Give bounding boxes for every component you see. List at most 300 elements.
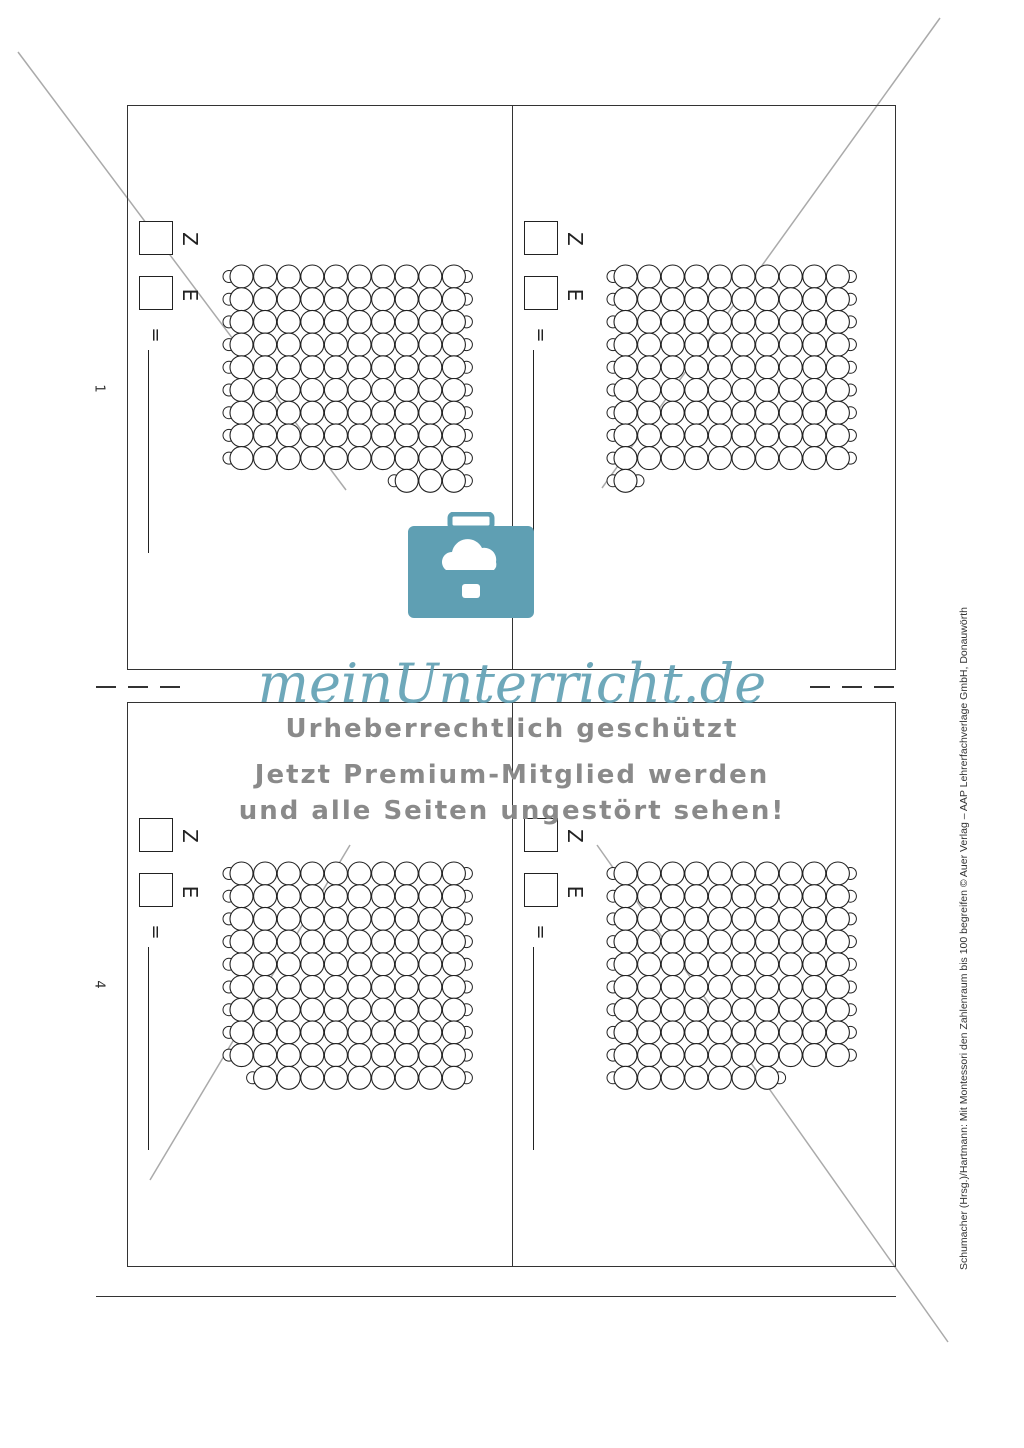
bead xyxy=(419,907,442,930)
bead-bar xyxy=(223,424,472,447)
ones-label: E xyxy=(563,885,587,899)
bead xyxy=(779,265,802,288)
bead xyxy=(661,401,684,424)
bead-bars xyxy=(606,261,896,521)
bead xyxy=(395,885,418,908)
bead xyxy=(614,862,637,885)
bead xyxy=(779,998,802,1021)
bead xyxy=(395,1044,418,1067)
bead xyxy=(419,862,442,885)
bead-bar xyxy=(223,447,472,470)
copyright-credit: Schumacher (Hrsg.)/Hartmann: Mit Montessori den Zahlenraum bis 100 begreifen © Auer Verlag – AAP Lehrerfachverlage GmbH, Donauwörth xyxy=(958,607,970,1270)
bead xyxy=(685,310,708,333)
bead xyxy=(756,1021,779,1044)
bead xyxy=(301,976,324,999)
bead xyxy=(756,310,779,333)
bead-bar xyxy=(247,1066,473,1089)
bead xyxy=(779,288,802,311)
bead-bar xyxy=(607,953,856,976)
bead xyxy=(348,265,371,288)
bead xyxy=(756,1044,779,1067)
bead xyxy=(826,288,849,311)
bead-bar xyxy=(607,976,856,999)
bead xyxy=(614,907,637,930)
bead xyxy=(614,1021,637,1044)
bead xyxy=(372,907,395,930)
bead-bar xyxy=(607,930,856,953)
bead xyxy=(301,862,324,885)
bead xyxy=(614,333,637,356)
bead xyxy=(348,333,371,356)
bead xyxy=(254,862,277,885)
bead xyxy=(372,1044,395,1067)
bead-bar xyxy=(607,998,856,1021)
bead-bar xyxy=(607,333,856,356)
bead xyxy=(638,862,661,885)
bead xyxy=(685,1021,708,1044)
equals-sign: = xyxy=(530,924,551,940)
bead xyxy=(803,862,826,885)
bead xyxy=(826,401,849,424)
answer-line[interactable] xyxy=(533,947,534,1150)
bead xyxy=(419,998,442,1021)
bead xyxy=(803,401,826,424)
bead xyxy=(277,862,300,885)
bead xyxy=(324,998,347,1021)
bead xyxy=(277,953,300,976)
bead xyxy=(685,265,708,288)
bead xyxy=(803,998,826,1021)
tens-label: Z xyxy=(178,232,202,246)
bead xyxy=(708,998,731,1021)
ones-label: E xyxy=(178,885,202,899)
bead xyxy=(254,265,277,288)
bead xyxy=(419,885,442,908)
bead xyxy=(442,885,465,908)
bead xyxy=(419,953,442,976)
bead xyxy=(779,310,802,333)
briefcase-cloud-icon xyxy=(406,512,536,620)
bead xyxy=(254,1066,277,1089)
bead xyxy=(756,1066,779,1089)
bead xyxy=(324,447,347,470)
tens-label: Z xyxy=(563,829,587,843)
bead xyxy=(277,424,300,447)
bead xyxy=(779,976,802,999)
bead xyxy=(348,885,371,908)
bead xyxy=(442,1066,465,1089)
bead xyxy=(348,998,371,1021)
bead xyxy=(661,1066,684,1089)
bead xyxy=(638,333,661,356)
bead xyxy=(638,1066,661,1089)
bead xyxy=(638,265,661,288)
bead xyxy=(708,424,731,447)
bead xyxy=(301,333,324,356)
bead xyxy=(732,447,755,470)
bead xyxy=(803,356,826,379)
bead xyxy=(614,265,637,288)
bead xyxy=(756,333,779,356)
bead xyxy=(779,1021,802,1044)
bead xyxy=(614,1066,637,1089)
bead xyxy=(732,401,755,424)
bead xyxy=(324,1066,347,1089)
bead-bar xyxy=(607,447,856,470)
tens-label: Z xyxy=(178,829,202,843)
bead-bar xyxy=(223,1044,472,1067)
bead-bar xyxy=(388,469,472,492)
bead xyxy=(614,976,637,999)
bead xyxy=(254,998,277,1021)
bead xyxy=(685,356,708,379)
bead xyxy=(442,1021,465,1044)
bead xyxy=(826,379,849,402)
bead xyxy=(732,265,755,288)
bead xyxy=(779,862,802,885)
bead xyxy=(442,976,465,999)
bead xyxy=(277,1044,300,1067)
bead xyxy=(756,356,779,379)
bead-bar xyxy=(223,310,472,333)
bead xyxy=(661,1044,684,1067)
bead-bar xyxy=(223,862,472,885)
bead xyxy=(826,333,849,356)
bead xyxy=(348,930,371,953)
equals-sign: = xyxy=(145,924,166,940)
bead xyxy=(254,976,277,999)
bead-bar xyxy=(607,469,644,492)
bead xyxy=(661,333,684,356)
bead xyxy=(301,265,324,288)
bead xyxy=(614,998,637,1021)
bead xyxy=(301,885,324,908)
bead xyxy=(732,310,755,333)
bead-bar xyxy=(223,401,472,424)
bead xyxy=(395,288,418,311)
bead xyxy=(348,907,371,930)
bead xyxy=(638,447,661,470)
bead xyxy=(732,356,755,379)
bead xyxy=(395,907,418,930)
bead xyxy=(254,447,277,470)
bead xyxy=(324,885,347,908)
bead xyxy=(803,310,826,333)
bead xyxy=(779,953,802,976)
bead-bar xyxy=(223,265,472,288)
bead xyxy=(230,379,253,402)
bead xyxy=(395,401,418,424)
bead-bar xyxy=(607,310,856,333)
bead xyxy=(442,907,465,930)
bead xyxy=(230,333,253,356)
bead xyxy=(442,953,465,976)
bead xyxy=(708,447,731,470)
bead xyxy=(685,930,708,953)
tens-label: Z xyxy=(563,232,587,246)
bead xyxy=(395,998,418,1021)
bead xyxy=(661,379,684,402)
bead xyxy=(372,885,395,908)
bead xyxy=(395,1021,418,1044)
ones-box[interactable] xyxy=(524,873,558,907)
bead xyxy=(395,976,418,999)
bead xyxy=(638,1044,661,1067)
bead xyxy=(348,1021,371,1044)
bead xyxy=(419,469,442,492)
bead xyxy=(230,862,253,885)
bead-bar xyxy=(223,356,472,379)
bead xyxy=(277,930,300,953)
bead xyxy=(661,288,684,311)
bead xyxy=(442,401,465,424)
bead xyxy=(756,288,779,311)
bead xyxy=(442,862,465,885)
bead xyxy=(779,447,802,470)
bead xyxy=(372,424,395,447)
bead xyxy=(779,907,802,930)
bead xyxy=(324,976,347,999)
bead xyxy=(230,424,253,447)
bead xyxy=(419,1044,442,1067)
bead xyxy=(803,930,826,953)
bead xyxy=(324,930,347,953)
bead xyxy=(372,1021,395,1044)
bead xyxy=(372,310,395,333)
bead xyxy=(254,310,277,333)
bead xyxy=(324,265,347,288)
bead xyxy=(372,976,395,999)
bead xyxy=(732,930,755,953)
bead xyxy=(638,379,661,402)
bead xyxy=(685,998,708,1021)
bead xyxy=(277,288,300,311)
card-number: 1 xyxy=(91,384,107,393)
bead xyxy=(419,356,442,379)
bead xyxy=(708,288,731,311)
ones-label: E xyxy=(563,288,587,302)
bead xyxy=(254,930,277,953)
bead xyxy=(230,1021,253,1044)
bead xyxy=(348,424,371,447)
bead xyxy=(324,1044,347,1067)
bead xyxy=(395,265,418,288)
card-number: 4 xyxy=(91,980,107,989)
bead xyxy=(708,862,731,885)
bead xyxy=(661,907,684,930)
bottom-rule xyxy=(96,1296,896,1297)
bead-bar xyxy=(223,1021,472,1044)
bead xyxy=(779,356,802,379)
bead xyxy=(685,424,708,447)
bead xyxy=(419,424,442,447)
bead xyxy=(372,401,395,424)
bead xyxy=(442,1044,465,1067)
bead xyxy=(372,333,395,356)
bead xyxy=(614,1044,637,1067)
bead xyxy=(372,1066,395,1089)
bead xyxy=(348,356,371,379)
bead-bar xyxy=(607,862,856,885)
bead xyxy=(638,1021,661,1044)
bead xyxy=(301,288,324,311)
bead xyxy=(254,1021,277,1044)
bead xyxy=(661,447,684,470)
bead xyxy=(614,469,637,492)
bead-bar xyxy=(223,379,472,402)
bead xyxy=(348,953,371,976)
bead xyxy=(301,953,324,976)
bead xyxy=(685,401,708,424)
answer-line[interactable] xyxy=(148,350,149,553)
tens-box[interactable] xyxy=(524,221,558,255)
bead-bar xyxy=(607,885,856,908)
bead xyxy=(372,356,395,379)
bead xyxy=(779,401,802,424)
bead-bars xyxy=(606,858,896,1118)
ones-box[interactable] xyxy=(139,873,173,907)
tens-box[interactable] xyxy=(139,221,173,255)
bead xyxy=(301,310,324,333)
bead xyxy=(803,379,826,402)
bead xyxy=(685,907,708,930)
bead xyxy=(324,288,347,311)
bead xyxy=(348,976,371,999)
bead xyxy=(442,424,465,447)
bead xyxy=(614,447,637,470)
bead xyxy=(732,976,755,999)
watermark-brand: meinUnterricht.de xyxy=(257,652,767,715)
equals-sign: = xyxy=(530,327,551,343)
bead xyxy=(277,310,300,333)
bead xyxy=(708,953,731,976)
bead xyxy=(638,998,661,1021)
bead xyxy=(756,424,779,447)
bead xyxy=(826,976,849,999)
bead xyxy=(638,356,661,379)
bead xyxy=(324,1021,347,1044)
bead xyxy=(685,976,708,999)
bead xyxy=(614,885,637,908)
bead-bar xyxy=(223,907,472,930)
bead xyxy=(348,288,371,311)
bead xyxy=(277,333,300,356)
bead xyxy=(395,379,418,402)
bead xyxy=(301,1021,324,1044)
bead xyxy=(685,1066,708,1089)
bead-bar xyxy=(607,356,856,379)
bead xyxy=(254,953,277,976)
bead xyxy=(419,1066,442,1089)
bead-bar xyxy=(607,1021,856,1044)
bead xyxy=(324,401,347,424)
bead-bar xyxy=(607,379,856,402)
bead xyxy=(756,953,779,976)
bead xyxy=(442,356,465,379)
bead xyxy=(708,265,731,288)
bead xyxy=(708,310,731,333)
bead xyxy=(301,907,324,930)
bead xyxy=(301,424,324,447)
bead xyxy=(756,930,779,953)
bead xyxy=(756,379,779,402)
bead xyxy=(614,930,637,953)
bead xyxy=(638,401,661,424)
answer-line[interactable] xyxy=(148,947,149,1150)
bead xyxy=(277,401,300,424)
bead xyxy=(661,424,684,447)
bead xyxy=(803,265,826,288)
bead xyxy=(395,1066,418,1089)
bead xyxy=(732,333,755,356)
bead-bar xyxy=(607,907,856,930)
bead xyxy=(395,930,418,953)
bead xyxy=(756,998,779,1021)
bead xyxy=(230,1044,253,1067)
bead xyxy=(826,310,849,333)
bead xyxy=(301,930,324,953)
bead xyxy=(826,424,849,447)
bead xyxy=(301,379,324,402)
bead xyxy=(803,1021,826,1044)
bead xyxy=(638,976,661,999)
bead xyxy=(442,333,465,356)
bead xyxy=(661,998,684,1021)
bead xyxy=(732,953,755,976)
bead xyxy=(419,333,442,356)
bead xyxy=(254,288,277,311)
bead xyxy=(685,885,708,908)
bead-bar xyxy=(607,401,856,424)
bead xyxy=(277,885,300,908)
bead xyxy=(614,379,637,402)
bead xyxy=(348,1044,371,1067)
bead xyxy=(348,862,371,885)
bead xyxy=(230,998,253,1021)
ones-box[interactable] xyxy=(139,276,173,310)
bead xyxy=(779,1044,802,1067)
ones-box[interactable] xyxy=(524,276,558,310)
bead xyxy=(324,953,347,976)
bead xyxy=(685,1044,708,1067)
bead xyxy=(661,356,684,379)
bead-bar xyxy=(223,288,472,311)
bead xyxy=(419,976,442,999)
bead xyxy=(826,907,849,930)
bead xyxy=(277,379,300,402)
bead xyxy=(732,288,755,311)
bead xyxy=(803,333,826,356)
bead xyxy=(442,469,465,492)
bead xyxy=(254,356,277,379)
bead xyxy=(756,885,779,908)
equals-sign: = xyxy=(145,327,166,343)
bead-bar xyxy=(607,265,856,288)
bead xyxy=(708,1021,731,1044)
bead xyxy=(708,885,731,908)
bead xyxy=(395,862,418,885)
bead xyxy=(614,356,637,379)
bead xyxy=(661,953,684,976)
bead xyxy=(756,447,779,470)
bead-bar xyxy=(223,998,472,1021)
bead xyxy=(442,288,465,311)
bead xyxy=(803,1044,826,1067)
bead xyxy=(372,953,395,976)
bead xyxy=(277,356,300,379)
bead xyxy=(254,333,277,356)
bead xyxy=(348,1066,371,1089)
